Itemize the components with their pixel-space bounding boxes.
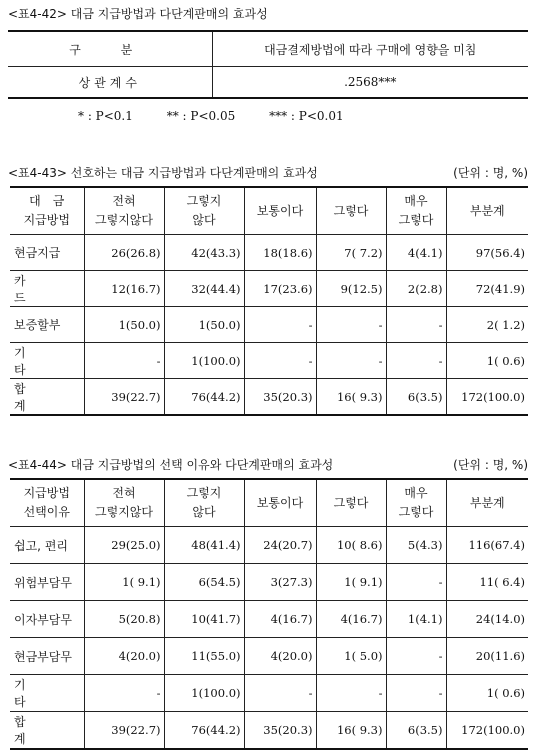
table-cell: 116(67.4) xyxy=(446,527,528,564)
table-cell: - xyxy=(84,675,164,712)
note-p01: * : P<0.1 xyxy=(78,109,133,123)
table-cell: 39(22.7) xyxy=(84,712,164,750)
row-label: 기타 xyxy=(10,343,84,379)
table-row xyxy=(10,379,528,416)
table-cell: - xyxy=(84,343,164,379)
table-cell: - xyxy=(316,343,386,379)
t43-header-1: 전혀 그렇지않다 xyxy=(84,187,164,235)
table-42-caption: <표4-42> 대금 지급방법과 다단계판매의 효과성 xyxy=(8,7,268,21)
table-cell: 4(20.0) xyxy=(84,638,164,675)
row-label: 현금부담무 xyxy=(10,638,84,675)
table-cell: 18(18.6) xyxy=(244,235,316,271)
table-cell: 24(20.7) xyxy=(244,527,316,564)
table-cell: 1(100.0) xyxy=(164,675,244,712)
table-43-caption: <표4-43> 선호하는 대금 지급방법과 다단계판매의 효과성 xyxy=(8,166,318,180)
table-cell: 17(23.6) xyxy=(244,271,316,307)
table-cell: - xyxy=(244,343,316,379)
table-cell: 76(44.2) xyxy=(164,712,244,750)
row-label: 카드 xyxy=(10,271,84,307)
t42-header-category: 구 분 xyxy=(8,31,212,67)
table-cell: 2( 1.2) xyxy=(446,307,528,343)
row-label: 현금지급 xyxy=(10,235,84,271)
t42-header-item: 대금결제방법에 따라 구매에 영향을 미침 xyxy=(212,31,528,67)
row-label: 합계 xyxy=(10,712,84,750)
t42-row-value: .2568*** xyxy=(212,67,528,99)
significance-notes xyxy=(78,109,374,123)
table-cell: 10(41.7) xyxy=(164,601,244,638)
table-cell: 1(50.0) xyxy=(84,307,164,343)
table-cell: 1(100.0) xyxy=(164,343,244,379)
table-42 xyxy=(8,30,528,99)
table-cell: 4(20.0) xyxy=(244,638,316,675)
t44-header-2: 그렇지 않다 xyxy=(164,479,244,527)
table-cell: 1( 0.6) xyxy=(446,343,528,379)
table-cell: 10( 8.6) xyxy=(316,527,386,564)
table-cell: - xyxy=(386,343,446,379)
table-row xyxy=(10,638,528,675)
table-cell: 2(2.8) xyxy=(386,271,446,307)
table-cell: - xyxy=(244,307,316,343)
t43-header-2: 그렇지 않다 xyxy=(164,187,244,235)
row-label: 기타 xyxy=(10,675,84,712)
table-cell: 1( 9.1) xyxy=(84,564,164,601)
t43-header-6: 부분계 xyxy=(446,187,528,235)
table-cell: - xyxy=(316,675,386,712)
table-cell: 32(44.4) xyxy=(164,271,244,307)
row-label: 합계 xyxy=(10,379,84,416)
table-cell: 1(50.0) xyxy=(164,307,244,343)
table-44 xyxy=(10,478,528,750)
table-cell: 29(25.0) xyxy=(84,527,164,564)
table-cell: 4(4.1) xyxy=(386,235,446,271)
table-cell: 172(100.0) xyxy=(446,712,528,750)
t44-header-6: 부분계 xyxy=(446,479,528,527)
table-row xyxy=(10,527,528,564)
t44-header-3: 보통이다 xyxy=(244,479,316,527)
table-cell: - xyxy=(386,638,446,675)
table-cell: - xyxy=(316,307,386,343)
t43-header-4: 그렇다 xyxy=(316,187,386,235)
table-cell: - xyxy=(386,564,446,601)
table-cell: 11( 6.4) xyxy=(446,564,528,601)
table-row xyxy=(10,343,528,379)
t44-header-0: 지급방법 선택이유 xyxy=(10,479,84,527)
table-row xyxy=(10,235,528,271)
table-43-unit: (단위 : 명, %) xyxy=(453,166,528,180)
row-label: 쉽고, 편리 xyxy=(10,527,84,564)
table-cell: 3(27.3) xyxy=(244,564,316,601)
table-cell: 11(55.0) xyxy=(164,638,244,675)
table-cell: 7( 7.2) xyxy=(316,235,386,271)
note-p001: *** : P<0.01 xyxy=(269,109,344,123)
table-43 xyxy=(10,186,528,416)
note-p005: ** : P<0.05 xyxy=(166,109,236,123)
table-cell: 1( 5.0) xyxy=(316,638,386,675)
table-cell: 12(16.7) xyxy=(84,271,164,307)
table-cell: - xyxy=(386,675,446,712)
table-cell: 35(20.3) xyxy=(244,712,316,750)
table-row xyxy=(10,601,528,638)
t42-row-label: 상관계수 xyxy=(8,67,212,99)
table-cell: 39(22.7) xyxy=(84,379,164,416)
t44-header-5: 매우 그렇다 xyxy=(386,479,446,527)
table-44-unit: (단위 : 명, %) xyxy=(453,458,528,472)
table-cell: 6(3.5) xyxy=(386,379,446,416)
table-cell: 76(44.2) xyxy=(164,379,244,416)
table-row xyxy=(10,675,528,712)
table-44-caption: <표4-44> 대금 지급방법의 선택 이유와 다단계판매의 효과성 xyxy=(8,458,334,472)
table-cell: 172(100.0) xyxy=(446,379,528,416)
row-label: 보증할부 xyxy=(10,307,84,343)
table-row xyxy=(10,564,528,601)
table-cell: 35(20.3) xyxy=(244,379,316,416)
t43-header-5: 매우 그렇다 xyxy=(386,187,446,235)
table-cell: 1( 9.1) xyxy=(316,564,386,601)
table-cell: 1( 0.6) xyxy=(446,675,528,712)
table-cell: - xyxy=(244,675,316,712)
table-cell: 6(3.5) xyxy=(386,712,446,750)
table-cell: 6(54.5) xyxy=(164,564,244,601)
row-label: 위험부담무 xyxy=(10,564,84,601)
table-cell: 16( 9.3) xyxy=(316,379,386,416)
table-row xyxy=(10,307,528,343)
table-cell: 4(16.7) xyxy=(244,601,316,638)
table-cell: 9(12.5) xyxy=(316,271,386,307)
table-cell: 5(4.3) xyxy=(386,527,446,564)
table-row xyxy=(10,712,528,750)
t44-header-1: 전혀 그렇지않다 xyxy=(84,479,164,527)
t43-header-0: 대 금 지급방법 xyxy=(10,187,84,235)
table-cell: 24(14.0) xyxy=(446,601,528,638)
table-cell: 16( 9.3) xyxy=(316,712,386,750)
table-row xyxy=(10,271,528,307)
t44-header-4: 그렇다 xyxy=(316,479,386,527)
table-cell: - xyxy=(386,307,446,343)
table-cell: 4(16.7) xyxy=(316,601,386,638)
table-cell: 26(26.8) xyxy=(84,235,164,271)
t43-header-3: 보통이다 xyxy=(244,187,316,235)
table-cell: 5(20.8) xyxy=(84,601,164,638)
table-cell: 97(56.4) xyxy=(446,235,528,271)
table-cell: 20(11.6) xyxy=(446,638,528,675)
table-cell: 1(4.1) xyxy=(386,601,446,638)
table-cell: 48(41.4) xyxy=(164,527,244,564)
table-cell: 42(43.3) xyxy=(164,235,244,271)
row-label: 이자부담무 xyxy=(10,601,84,638)
table-cell: 72(41.9) xyxy=(446,271,528,307)
